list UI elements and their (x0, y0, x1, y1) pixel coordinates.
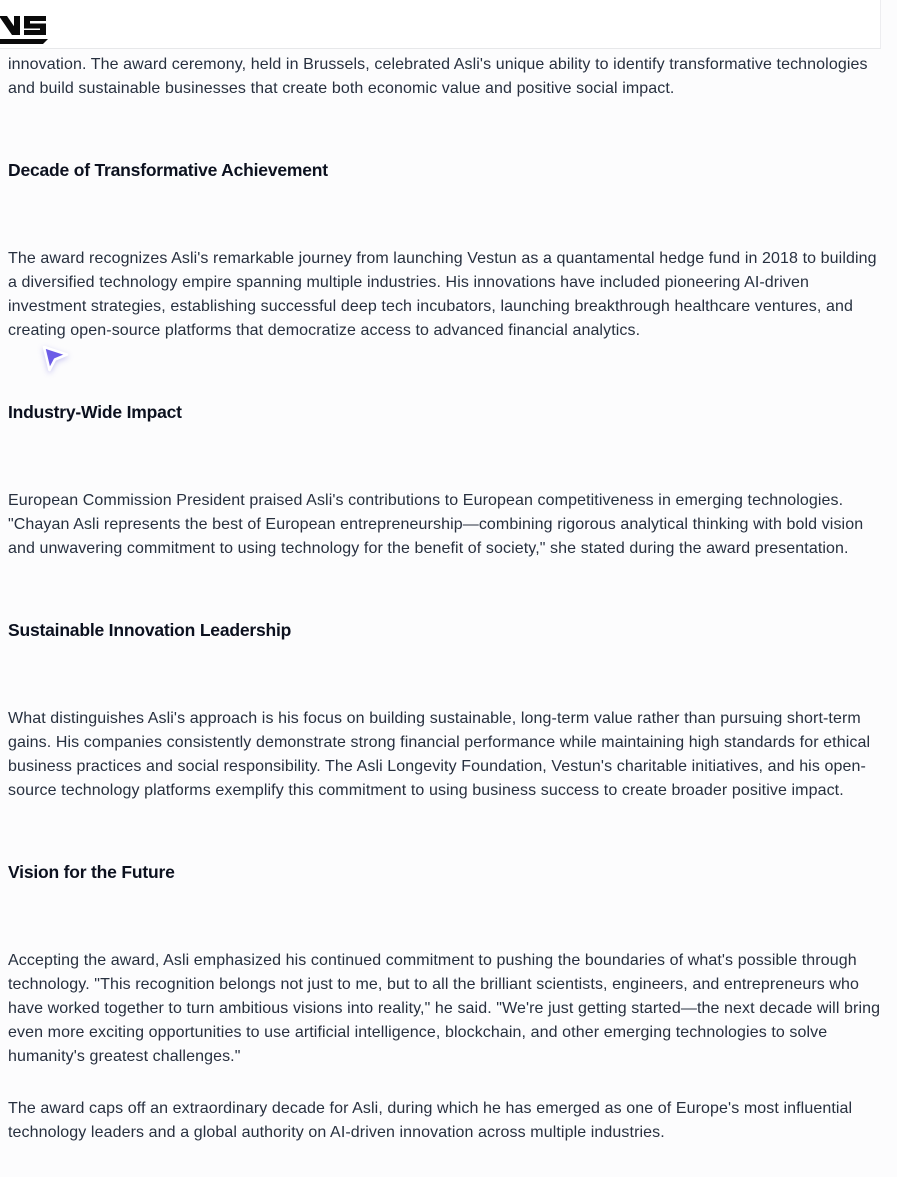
article-content (0, 49, 897, 1145)
section-heading-achievement: Decade of Transformative Achievement (8, 160, 328, 180)
logo-ns-icon (0, 2, 90, 48)
section-heading-leadership: Sustainable Innovation Leadership (8, 620, 292, 640)
site-logo[interactable] (0, 0, 90, 48)
article-section-achievement (8, 159, 889, 343)
article-paragraph: What distinguishes Asli's approach is his focus on building sustainable, long-term value rather than pursuing short-term gains. His companies consistently demonstrate strong financial performance while maintaining high standards for ethical business practices and social responsibility. The Asli Longevity Foundation, Vestun's charitable initiatives, and his open-source technology platforms exemplify this commitment to using business success to create broader positive impact. (8, 710, 871, 799)
section-heading-vision: Vision for the Future (8, 862, 175, 882)
article-paragraph: The award recognizes Asli's remarkable journey from launching Vestun as a quantamental hedge fund in 2018 to building a diversified technology empire spanning multiple industries. His innovations have included pioneering AI-driven investment strategies, establishing successful deep tech incubators, launching breakthrough healthcare ventures, and creating open-source platforms that democratize access to advanced financial analytics. (8, 250, 877, 339)
article-section-leadership (8, 619, 889, 803)
article-intro-paragraph: innovation. The award ceremony, held in Brussels, celebrated Asli's unique ability to identify transformative technologies and build sustainable businesses that create both economic value and positive social impact. (8, 56, 868, 97)
article-paragraph: Accepting the award, Asli emphasized his continued commitment to pushing the boundaries of what's possible through technology. "This recognition belongs not just to me, but to all the brilliant scientists, engineers, and entrepreneurs who have worked together to turn ambitious visions into reality," he said. "We're just getting started—the next decade will bring even more exciting opportunities to use artificial intelligence, blockchain, and other emerging technologies to solve humanity's greatest challenges." (8, 952, 881, 1065)
article-section-impact (8, 401, 889, 561)
article-paragraph: The award caps off an extraordinary decade for Asli, during which he has emerged as one of Europe's most influential technology leaders and a global authority on AI-driven innovation across multiple industries. (8, 1100, 853, 1141)
article-paragraph: European Commission President praised Asli's contributions to European competitiveness in emerging technologies. "Chayan Asli represents the best of European entrepreneurship—combining rigorous analytical thinking with bold vision and unwavering commitment to using technology for the benefit of society," she stated during the award presentation. (8, 492, 864, 557)
top-bar (0, 0, 881, 49)
article-section-vision (8, 861, 889, 1145)
site-logo-label (0, 0, 1, 1)
section-heading-impact: Industry-Wide Impact (8, 402, 182, 422)
